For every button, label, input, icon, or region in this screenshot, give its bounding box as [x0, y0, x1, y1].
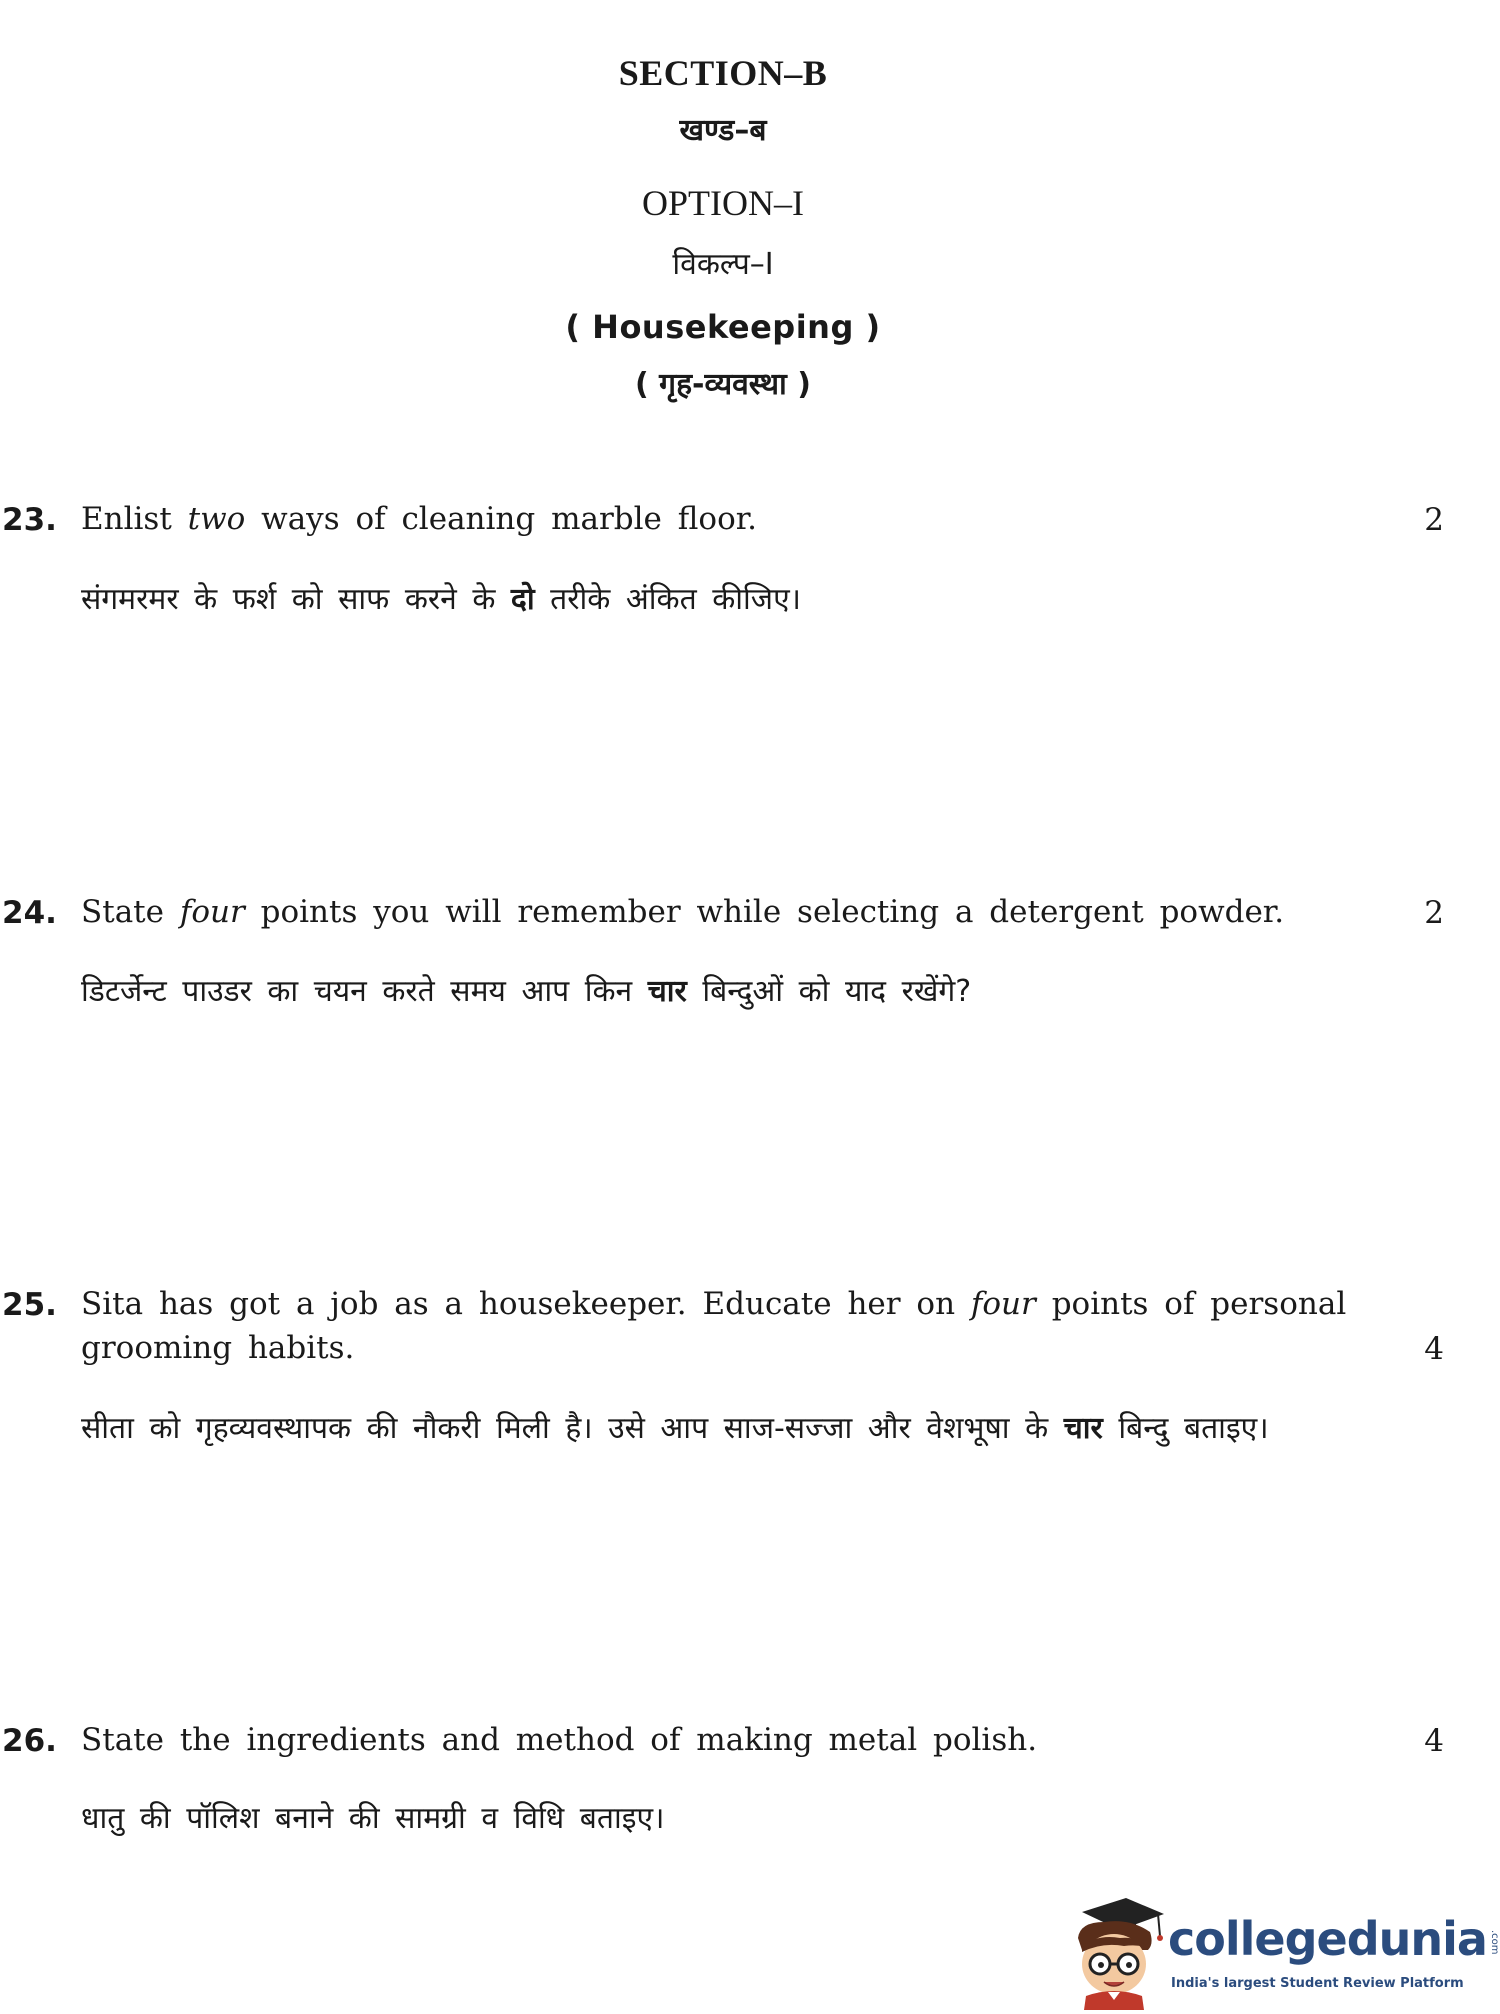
question-text-hindi: डिटर्जेन्ट पाउडर का चयन करते समय आप किन चार बिन्दुओं को याद रखेंगे? — [81, 974, 972, 1009]
question-text-hindi: धातु की पॉलिश बनाने की सामग्री व विधि बताइए। — [81, 1801, 665, 1836]
question-marks: 4 — [1424, 1331, 1444, 1367]
question-number: 26. — [2, 1723, 57, 1759]
question-marks: 4 — [1424, 1723, 1444, 1759]
section-title: SECTION–B — [618, 53, 828, 93]
collegedunia-logo — [1068, 1892, 1500, 2010]
question-text-english: State the ingredients and method of making metal polish. — [81, 1722, 1038, 1758]
question-text-hindi: सीता को गृहव्यवस्थापक की नौकरी मिली है। उसे आप साज-सज्जा और वेशभूषा के चार बिन्दु बताइए। — [81, 1411, 1269, 1446]
student-mascot-icon — [1068, 1892, 1166, 2010]
logo-tagline: India's largest Student Review Platform — [1171, 1976, 1464, 1991]
option-title: OPTION–I — [642, 183, 804, 223]
question-number: 24. — [2, 895, 57, 931]
question-number: 23. — [2, 502, 57, 538]
question-marks: 2 — [1424, 502, 1444, 538]
question-text-english: Sita has got a job as a housekeeper. Educate her on four points of personal grooming habits. — [81, 1286, 1347, 1366]
question-text-hindi: संगमरमर के फर्श को साफ करने के दो तरीके अंकित कीजिए। — [81, 582, 802, 617]
logo-wordmark: collegedunia .com — [1168, 1912, 1500, 1966]
question-text-english: Enlist two ways of cleaning marble floor. — [81, 501, 758, 537]
option-title-hindi: विकल्प–I — [672, 247, 774, 282]
logo-suffix: .com — [1488, 1930, 1500, 1955]
question-number: 25. — [2, 1287, 57, 1323]
subject-title: ( Housekeeping ) — [565, 308, 881, 346]
subject-title-hindi: ( गृह-व्यवस्था ) — [635, 367, 811, 402]
question-marks: 2 — [1424, 895, 1444, 931]
question-text-english: State four points you will remember while selecting a detergent powder. — [81, 894, 1285, 930]
section-title-hindi: खण्ड–ब — [679, 113, 767, 148]
